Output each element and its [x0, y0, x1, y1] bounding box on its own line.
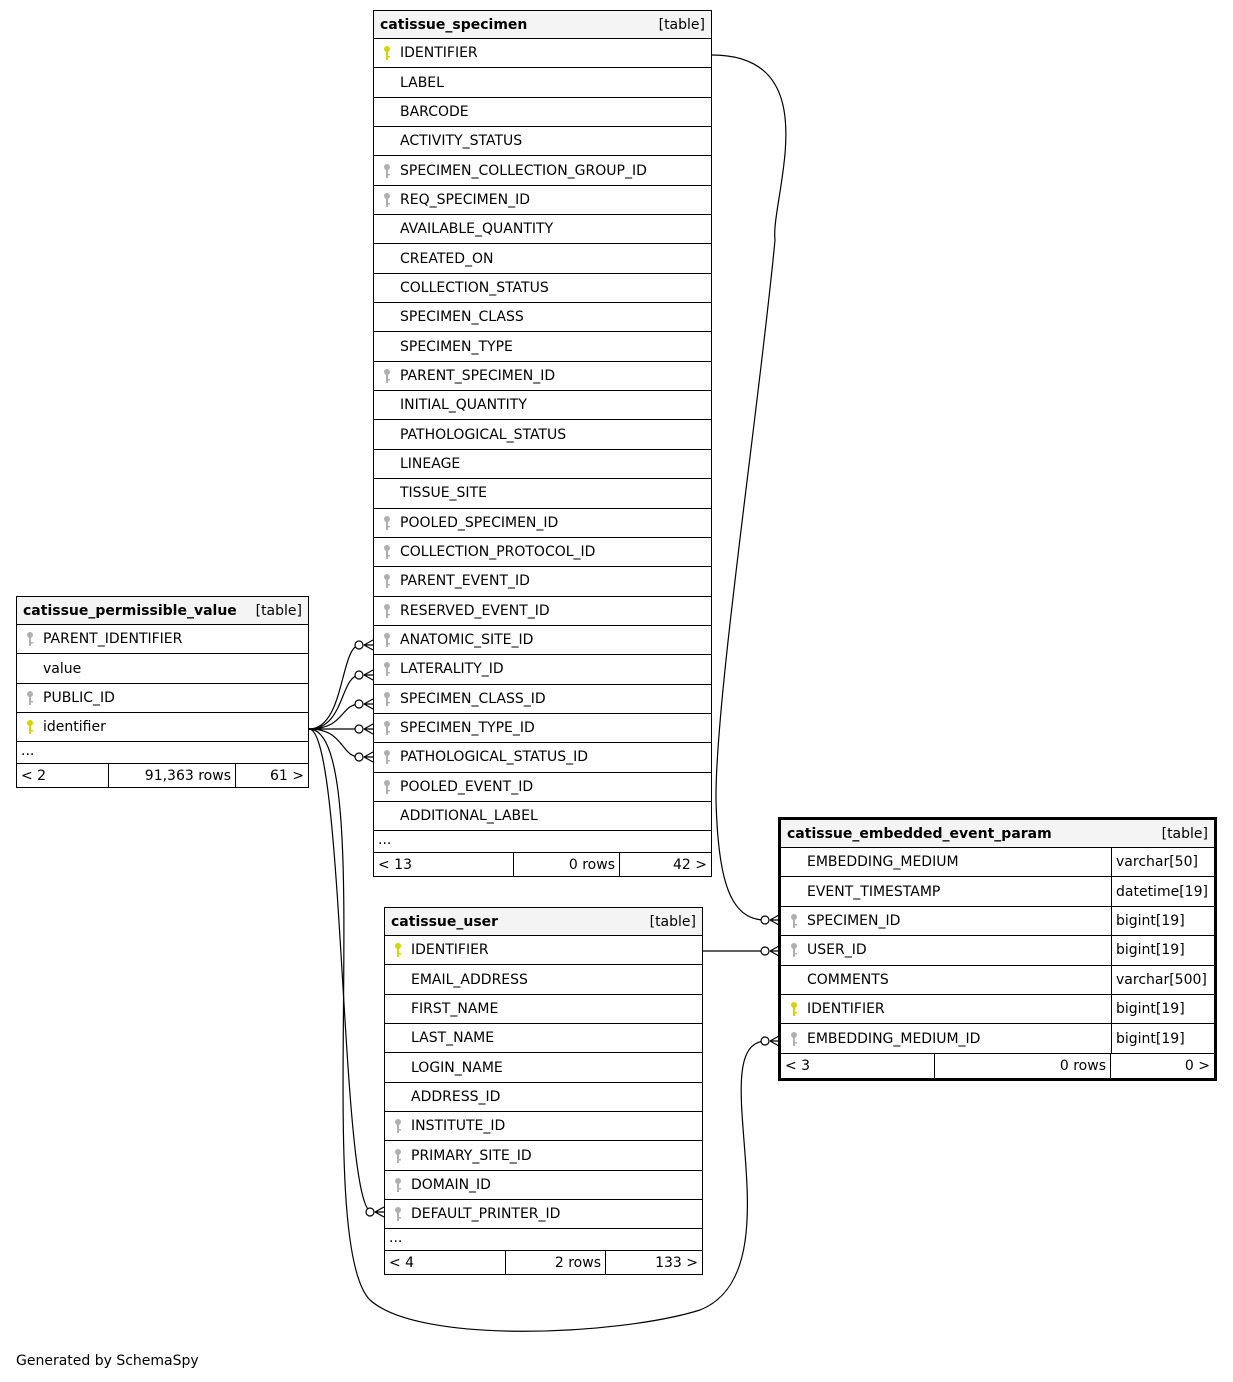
column-row[interactable]	[374, 303, 711, 332]
column-row[interactable]	[17, 713, 308, 742]
children-link[interactable]: 61 >	[270, 767, 304, 784]
crow-end-class	[355, 699, 373, 709]
row-count: 91,363 rows	[109, 764, 236, 787]
column-name: PUBLIC_ID	[43, 689, 115, 706]
column-list	[17, 625, 308, 742]
column-name: PARENT_IDENTIFIER	[43, 631, 183, 648]
column-name: USER_ID	[807, 942, 867, 959]
foreign-key-icon	[393, 1177, 403, 1193]
column-row[interactable]	[374, 362, 711, 391]
column-row[interactable]	[385, 1141, 702, 1170]
table-name[interactable]: catissue_user	[391, 913, 499, 930]
row-count: 0 rows	[514, 853, 620, 876]
column-type: varchar[500]	[1111, 966, 1207, 994]
column-row[interactable]	[374, 39, 711, 68]
column-name: SPECIMEN_COLLECTION_GROUP_ID	[400, 162, 647, 179]
foreign-key-icon	[393, 1148, 403, 1164]
column-row[interactable]	[781, 907, 1214, 936]
column-row[interactable]	[374, 509, 711, 538]
children-link[interactable]: 42 >	[673, 856, 707, 873]
column-type: varchar[50]	[1111, 848, 1198, 876]
column-name: INSTITUTE_ID	[411, 1118, 506, 1135]
column-row[interactable]	[374, 186, 711, 215]
column-row[interactable]	[374, 156, 711, 185]
column-name: FIRST_NAME	[411, 1000, 499, 1017]
column-row[interactable]	[385, 995, 702, 1024]
column-name: COLLECTION_STATUS	[400, 279, 549, 296]
column-list	[385, 936, 702, 1229]
column-name: ACTIVITY_STATUS	[400, 133, 523, 150]
crow-end-embedding-medium	[761, 1036, 779, 1046]
column-row[interactable]	[374, 450, 711, 479]
column-name: POOLED_SPECIMEN_ID	[400, 514, 559, 531]
column-row[interactable]	[385, 965, 702, 994]
column-name: DEFAULT_PRINTER_ID	[411, 1206, 561, 1223]
column-name: ADDRESS_ID	[411, 1088, 501, 1105]
table-catissue-embedded-event-param[interactable]	[778, 817, 1217, 1081]
more-columns: ...	[17, 742, 308, 764]
column-name: PRIMARY_SITE_ID	[411, 1147, 532, 1164]
column-row[interactable]	[374, 68, 711, 97]
foreign-key-icon	[789, 913, 799, 929]
column-row[interactable]	[374, 98, 711, 127]
primary-key-icon	[25, 719, 35, 735]
table-header[interactable]	[374, 11, 711, 39]
column-row[interactable]	[781, 848, 1214, 877]
column-name: value	[43, 660, 82, 677]
column-name: LINEAGE	[400, 455, 461, 472]
column-row[interactable]	[374, 244, 711, 273]
foreign-key-icon	[382, 573, 392, 589]
column-name: COLLECTION_PROTOCOL_ID	[400, 544, 596, 561]
foreign-key-icon	[393, 1206, 403, 1222]
column-row[interactable]	[385, 1083, 702, 1112]
foreign-key-icon	[382, 749, 392, 765]
column-name: SPECIMEN_ID	[807, 912, 901, 929]
foreign-key-icon	[789, 1031, 799, 1047]
column-name: ADDITIONAL_LABEL	[400, 808, 538, 825]
column-row[interactable]	[374, 538, 711, 567]
column-row[interactable]	[385, 1171, 702, 1200]
crow-end-default-printer	[366, 1207, 384, 1217]
column-row[interactable]	[781, 966, 1214, 995]
column-name: AVAILABLE_QUANTITY	[400, 221, 554, 238]
column-type: bigint[19]	[1111, 995, 1185, 1023]
column-row[interactable]	[781, 936, 1214, 965]
column-row[interactable]	[385, 1200, 702, 1229]
foreign-key-icon	[789, 942, 799, 958]
column-row[interactable]	[17, 684, 308, 713]
foreign-key-icon	[393, 1118, 403, 1134]
edge-anatomic	[309, 645, 360, 729]
foreign-key-icon	[382, 779, 392, 795]
table-footer	[17, 764, 308, 787]
column-name: PATHOLOGICAL_STATUS	[400, 426, 567, 443]
column-row[interactable]	[374, 714, 711, 743]
primary-key-icon	[393, 942, 403, 958]
table-footer	[781, 1054, 1214, 1078]
column-name: IDENTIFIER	[411, 942, 489, 959]
column-row[interactable]	[374, 685, 711, 714]
row-count: 0 rows	[935, 1054, 1111, 1078]
foreign-key-icon	[382, 515, 392, 531]
parents-link[interactable]: < 13	[374, 853, 514, 876]
column-row[interactable]	[374, 655, 711, 684]
column-row[interactable]	[17, 654, 308, 683]
crow-end-anatomic	[355, 640, 373, 650]
parents-link[interactable]: < 2	[17, 764, 109, 787]
column-name: EMBEDDING_MEDIUM_ID	[807, 1030, 981, 1047]
table-kind: [table]	[658, 16, 705, 33]
column-name: TISSUE_SITE	[400, 485, 487, 502]
table-kind: [table]	[649, 913, 696, 930]
column-name: CREATED_ON	[400, 250, 494, 267]
edge-specimen-id	[712, 55, 786, 920]
column-name: SPECIMEN_TYPE	[400, 338, 513, 355]
column-row[interactable]	[781, 877, 1214, 906]
column-row[interactable]	[385, 1053, 702, 1082]
column-name: REQ_SPECIMEN_ID	[400, 191, 530, 208]
table-name[interactable]: catissue_specimen	[380, 16, 528, 33]
table-header[interactable]	[781, 820, 1214, 848]
column-row[interactable]	[374, 127, 711, 156]
column-name: IDENTIFIER	[807, 1001, 885, 1018]
crow-end-pathological	[355, 752, 373, 762]
column-name: RESERVED_EVENT_ID	[400, 602, 550, 619]
row-count: 2 rows	[506, 1251, 606, 1274]
column-name: EMBEDDING_MEDIUM	[807, 854, 959, 871]
column-name: DOMAIN_ID	[411, 1176, 491, 1193]
column-name: PATHOLOGICAL_STATUS_ID	[400, 749, 589, 766]
crow-end-type	[355, 724, 373, 734]
column-name: SPECIMEN_CLASS	[400, 309, 524, 326]
table-name[interactable]: catissue_permissible_value	[23, 602, 237, 619]
edge-laterality	[309, 675, 360, 729]
column-list	[781, 848, 1214, 1054]
column-name: identifier	[43, 719, 106, 736]
table-name[interactable]: catissue_embedded_event_param	[787, 825, 1052, 842]
edge-class	[309, 704, 360, 729]
table-header[interactable]	[385, 908, 702, 936]
column-name: ANATOMIC_SITE_ID	[400, 632, 534, 649]
column-type: bigint[19]	[1111, 936, 1185, 964]
column-name: LABEL	[400, 74, 444, 91]
column-name: SPECIMEN_TYPE_ID	[400, 720, 535, 737]
generated-by-credit: Generated by SchemaSpy	[16, 1353, 199, 1369]
column-row[interactable]	[374, 567, 711, 596]
children-link[interactable]: 133 >	[655, 1254, 698, 1271]
column-row[interactable]	[385, 1112, 702, 1141]
table-footer	[385, 1251, 702, 1274]
children-link[interactable]: 0 >	[1184, 1057, 1210, 1074]
edge-pathological	[309, 729, 360, 757]
primary-key-icon	[382, 45, 392, 61]
column-name: EVENT_TIMESTAMP	[807, 883, 941, 900]
column-name: EMAIL_ADDRESS	[411, 971, 528, 988]
column-name: LOGIN_NAME	[411, 1059, 503, 1076]
foreign-key-icon	[382, 544, 392, 560]
column-type: datetime[19]	[1111, 877, 1208, 905]
column-name: IDENTIFIER	[400, 45, 478, 62]
foreign-key-icon	[382, 632, 392, 648]
column-name: PARENT_SPECIMEN_ID	[400, 367, 556, 384]
column-row[interactable]	[17, 625, 308, 654]
edge-default-printer	[309, 729, 372, 1212]
table-footer	[374, 853, 711, 876]
column-row[interactable]	[374, 332, 711, 361]
column-row[interactable]	[374, 802, 711, 831]
crow-end-specimen-id	[761, 915, 779, 925]
column-name: INITIAL_QUANTITY	[400, 397, 527, 414]
column-name: BARCODE	[400, 103, 469, 120]
column-row[interactable]	[374, 743, 711, 772]
column-row[interactable]	[374, 215, 711, 244]
column-row[interactable]	[374, 420, 711, 449]
foreign-key-icon	[382, 163, 392, 179]
table-kind: [table]	[255, 602, 302, 619]
column-list	[374, 39, 711, 831]
column-name: SPECIMEN_CLASS_ID	[400, 690, 546, 707]
column-type: bigint[19]	[1111, 907, 1185, 935]
primary-key-icon	[789, 1001, 799, 1017]
foreign-key-icon	[382, 661, 392, 677]
foreign-key-icon	[25, 690, 35, 706]
table-kind: [table]	[1161, 825, 1208, 842]
table-catissue-specimen[interactable]	[373, 10, 712, 877]
foreign-key-icon	[382, 192, 392, 208]
column-name: POOLED_EVENT_ID	[400, 778, 534, 795]
column-row[interactable]	[374, 597, 711, 626]
crow-end-laterality	[355, 670, 373, 680]
more-columns: ...	[374, 831, 711, 853]
column-row[interactable]	[781, 995, 1214, 1024]
parents-link[interactable]: < 4	[385, 1251, 506, 1274]
column-row[interactable]	[385, 936, 702, 965]
column-name: COMMENTS	[807, 971, 889, 988]
column-name: LAST_NAME	[411, 1030, 495, 1047]
column-row[interactable]	[374, 773, 711, 802]
foreign-key-icon	[382, 720, 392, 736]
table-catissue-user[interactable]	[384, 907, 703, 1275]
table-header[interactable]	[17, 597, 308, 625]
table-catissue-permissible-value[interactable]	[16, 596, 309, 788]
foreign-key-icon	[382, 368, 392, 384]
column-row[interactable]	[374, 626, 711, 655]
column-row[interactable]	[374, 479, 711, 508]
crow-end-user-id	[761, 946, 779, 956]
column-row[interactable]	[374, 274, 711, 303]
more-columns: ...	[385, 1229, 702, 1251]
column-row[interactable]	[781, 1024, 1214, 1053]
foreign-key-icon	[382, 603, 392, 619]
foreign-key-icon	[382, 691, 392, 707]
column-row[interactable]	[374, 391, 711, 420]
column-name: PARENT_EVENT_ID	[400, 573, 530, 590]
column-row[interactable]	[385, 1024, 702, 1053]
column-type: bigint[19]	[1111, 1024, 1185, 1052]
column-name: LATERALITY_ID	[400, 661, 504, 678]
parents-link[interactable]: < 3	[781, 1054, 935, 1078]
foreign-key-icon	[25, 631, 35, 647]
